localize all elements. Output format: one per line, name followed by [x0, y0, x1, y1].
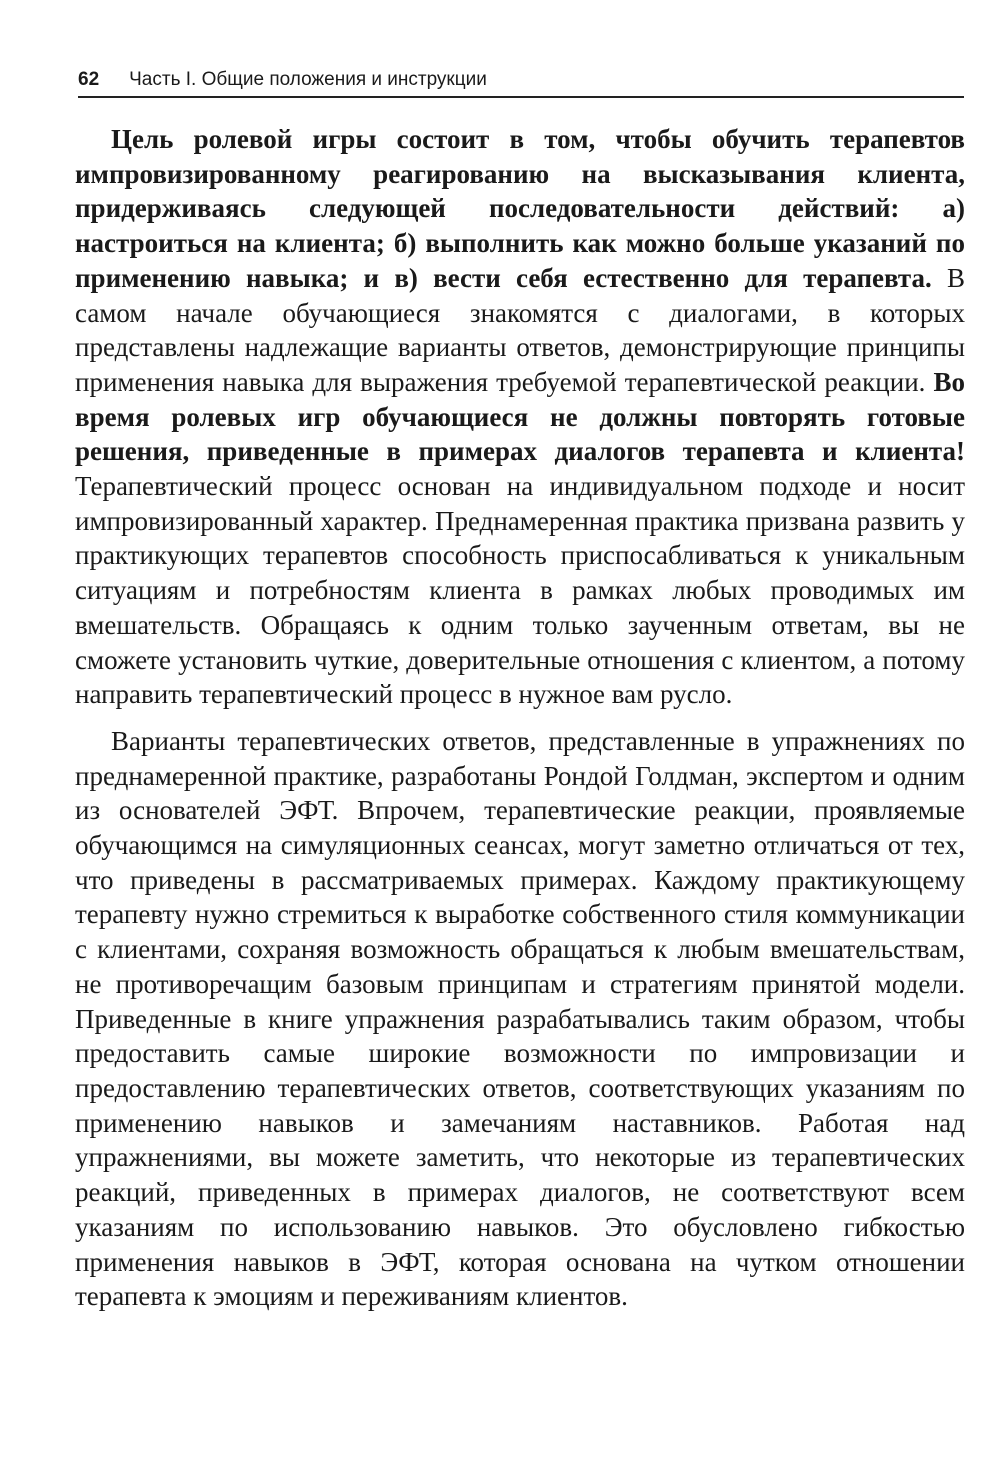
paragraph-text: В самом начале обучающиеся знакомятся с диалогами, в которых представлены надлежащие варианты ответов, демонстрирующие принципы применения навыка для выражения требуемой терапевтической реакции.	[75, 262, 965, 397]
paragraph-text: Терапевтический процесс основан на индивидуальном подходе и носит импровизированный характер. Преднамеренная практика призвана развить у практикующих терапевтов способность приспосабливаться к уникальным ситуациям и потребностям клиента в рамках любых проводимых им вмешательств. Обращаясь к одним только заученным ответам, вы не сможете установить чуткие, доверительные отношения с клиентом, а потому направить терапевтический процесс в нужное вам русло.	[75, 471, 965, 710]
header-title: Часть I. Общие положения и инструкции	[129, 69, 487, 90]
paragraph-1	[75, 122, 965, 712]
body-text	[75, 122, 965, 1314]
page-number: 62	[78, 69, 100, 90]
paragraph-2	[75, 724, 965, 1314]
running-header	[78, 64, 964, 98]
bold-warning-sentence: Во время ролевых игр обучающиеся не должны повторять готовые решения, приведенные в примерах диалогов терапевта и клиента!	[75, 366, 965, 467]
bold-lead-sentence: Цель ролевой игры состоит в том, чтобы обучить терапевтов импровизированному реагированию на высказывания клиента, придерживаясь следующей последовательности действий: а) настроиться на клиента; б) выполнить как можно больше указаний по применению навыка; и в) вести себя естественно для терапевта.	[75, 124, 965, 293]
paragraph-text: Варианты терапевтических ответов, представленные в упражнениях по преднамеренной практике, разработаны Рондой Голдман, экспертом и одним из основателей ЭФТ. Впрочем, терапевтические реакции, проявляемые обучающимся на симуляционных сеансах, могут заметно отличаться от тех, что приведены в рассматриваемых примерах. Каждому практикующему терапевту нужно стремиться к выработке собственного стиля коммуникации с клиентами, сохраняя возможность обращаться к любым вмешательствам, не противоречащим базовым принципам и стратегиям принятой модели. Приведенные в книге упражнения разрабатывались таким образом, чтобы предоставить самые широкие возможности по импровизации и предоставлению терапевтических ответов, соответствующих указаниям по применению навыков и замечаниям наставников. Работая над упражнениями, вы можете заметить, что некоторые из терапевтических реакций, приведенных в примерах диалогов, не соответствуют всем указаниям по использованию навыков. Это обусловлено гибкостью применения навыков в ЭФТ, которая основана на чутком отношении терапевта к эмоциям и переживаниям клиентов.	[75, 725, 965, 1312]
